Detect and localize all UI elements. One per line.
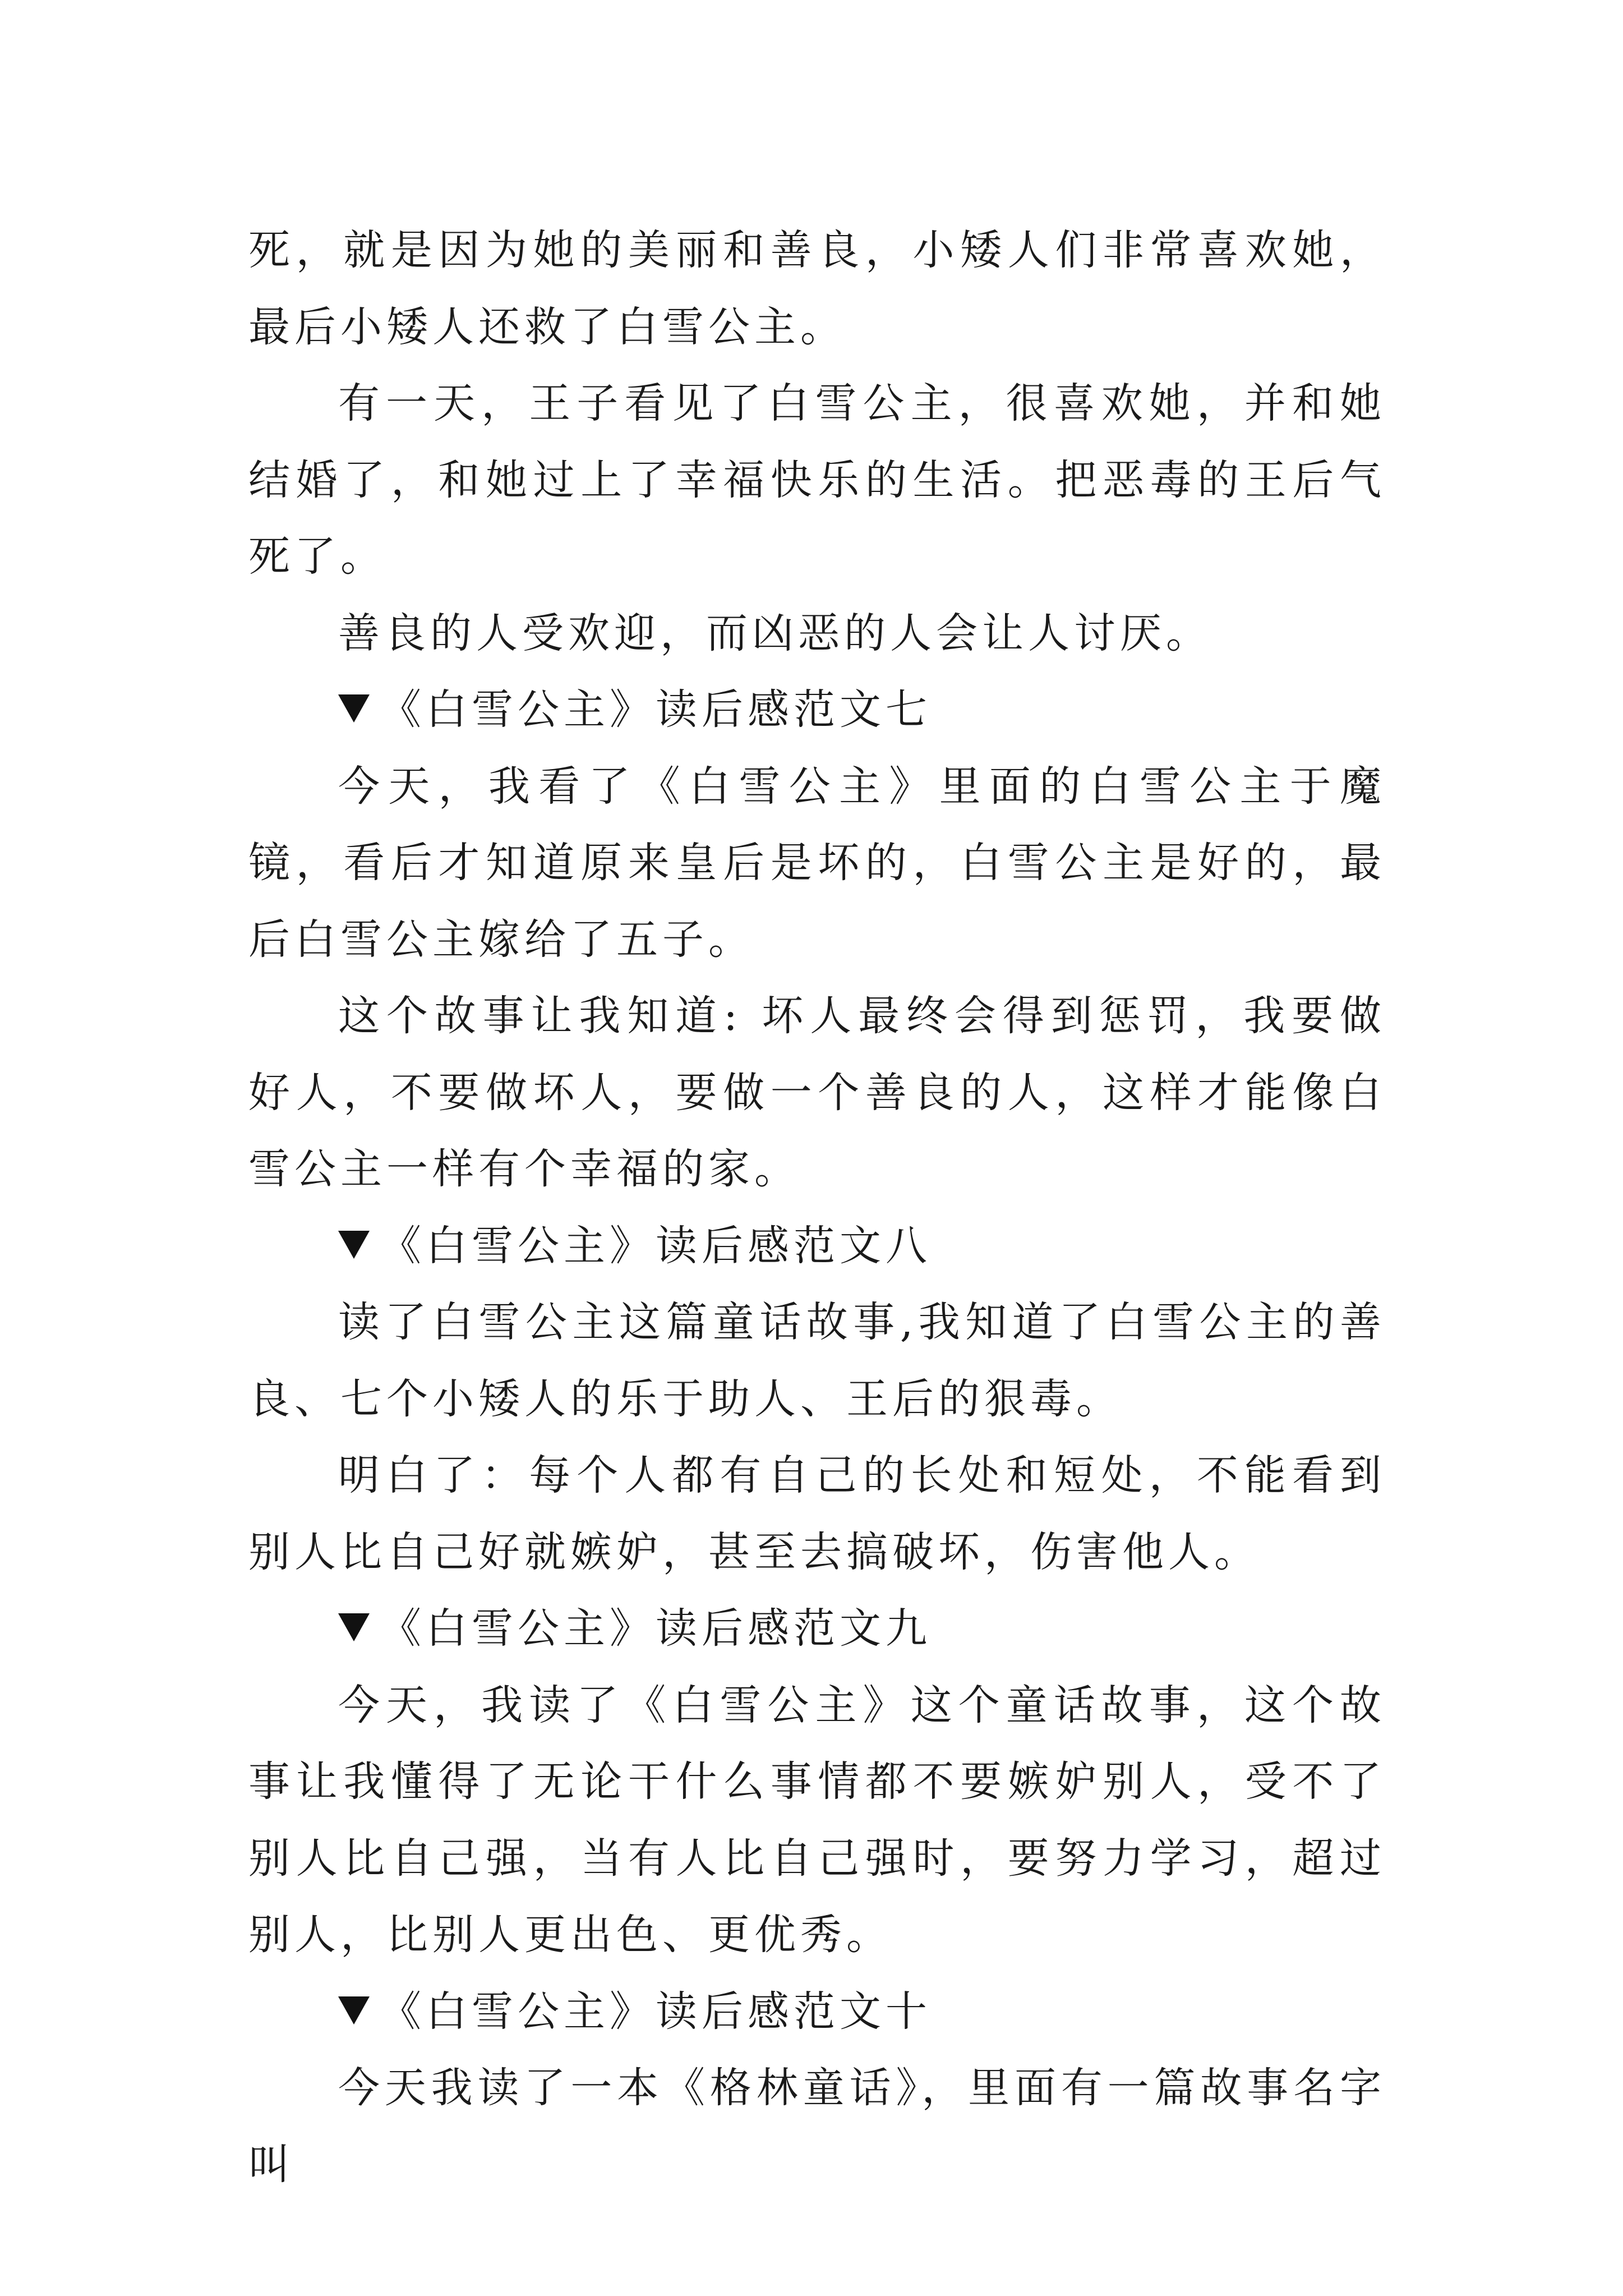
triangle-down-icon xyxy=(338,1613,370,1641)
paragraph: 今天，我读了《白雪公主》这个童话故事，这个故事让我懂得了无论干什么事情都不要嫉妒别人，受不了别人比自己强，当有人比自己强时，要努力学习，超过别人，比别人更出色、更优秀。 xyxy=(248,1681,1386,1959)
section-heading-text: 《白雪公主》读后感范文八 xyxy=(380,1221,932,1270)
paragraph: 死，就是因为她的美丽和善良，小矮人们非常喜欢她，最后小矮人还救了白雪公主。 xyxy=(248,226,1386,351)
paragraph: 今天，我看了《白雪公主》里面的白雪公主于魔镜，看后才知道原来皇后是坏的，白雪公主是好的，最后白雪公主嫁给了五子。 xyxy=(248,762,1386,964)
triangle-down-icon xyxy=(338,694,370,723)
section-heading-9 xyxy=(248,1590,1386,1667)
paragraph: 今天我读了一本《格林童话》，里面有一篇故事名字叫 xyxy=(248,2064,1386,2189)
paragraph: 读了白雪公主这篇童话故事,我知道了白雪公主的善良、七个小矮人的乐于助人、王后的狠毒。 xyxy=(248,1298,1386,1423)
section-heading-text: 《白雪公主》读后感范文九 xyxy=(380,1604,932,1653)
section-heading-7 xyxy=(248,671,1386,748)
paragraph: 明白了：每个人都有自己的长处和短处，不能看到别人比自己好就嫉妒，甚至去搞破坏，伤害他人。 xyxy=(248,1451,1386,1576)
paragraph: 有一天，王子看见了白雪公主，很喜欢她，并和她结婚了，和她过上了幸福快乐的生活。把恶毒的王后气死了。 xyxy=(248,379,1386,581)
section-heading-text: 《白雪公主》读后感范文十 xyxy=(380,1987,932,2036)
section-heading-8 xyxy=(248,1208,1386,1285)
triangle-down-icon xyxy=(338,1996,370,2024)
section-heading-10 xyxy=(248,1973,1386,2050)
triangle-down-icon xyxy=(338,1231,370,1259)
paragraph: 善良的人受欢迎，而凶恶的人会让人讨厌。 xyxy=(338,609,1212,657)
document-body xyxy=(248,212,1386,2203)
paragraph: 这个故事让我知道: 坏人最终会得到惩罚，我要做好人，不要做坏人，要做一个善良的人，这样才能像白雪公主一样有个幸福的家。 xyxy=(248,992,1386,1193)
section-heading-text: 《白雪公主》读后感范文七 xyxy=(380,685,932,734)
